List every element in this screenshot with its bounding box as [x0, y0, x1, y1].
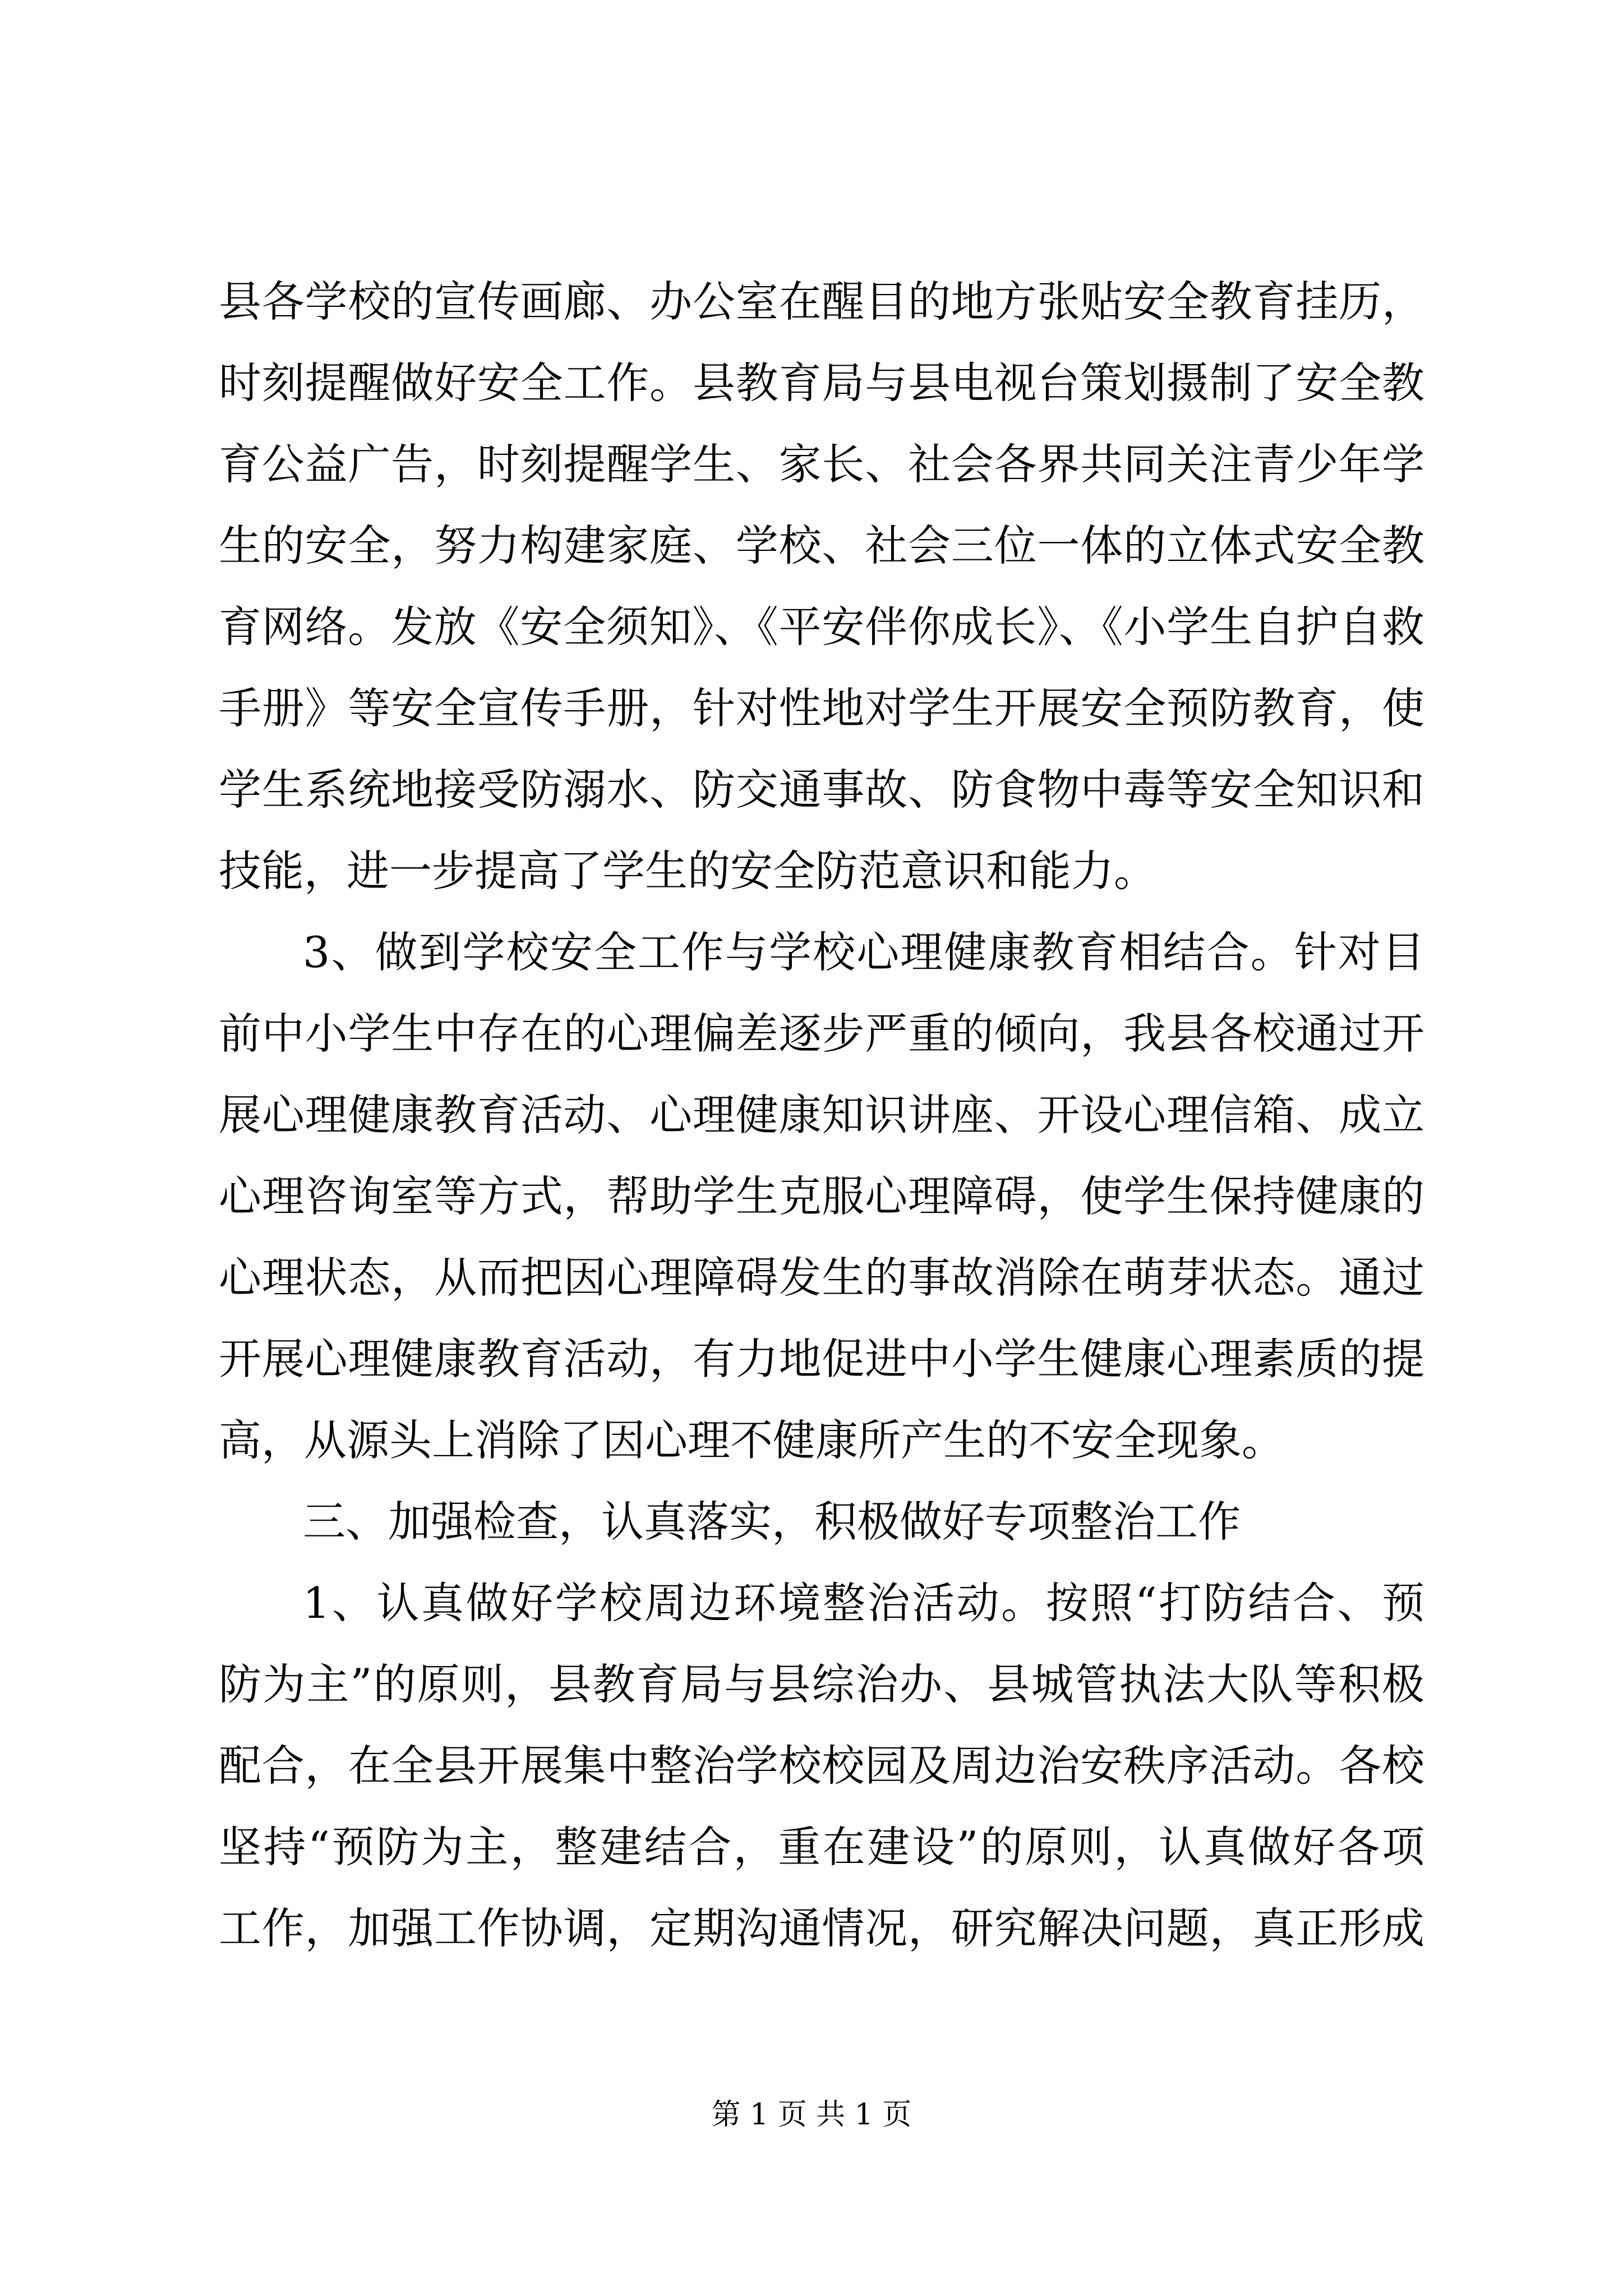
text-line: 生的安全，努力构建家庭、学校、社会三位一体的立体式安全教: [219, 521, 1424, 570]
text-line: 心理咨询室等方式，帮助学生克服心理障碍，使学生保持健康的: [219, 1171, 1424, 1221]
text-line: 展心理健康教育活动、心理健康知识讲座、开设心理信箱、成立: [219, 1090, 1424, 1140]
text-line: 技能，进一步提高了学生的安全防范意识和能力。: [219, 846, 1156, 896]
text-line: 育网络。发放《安全须知》、《平安伴你成长》、《小学生自护自救: [219, 602, 1424, 652]
paragraph-start-line: 3、做到学校安全工作与学校心理健康教育相结合。针对目: [303, 927, 1424, 977]
text-line: 学生系统地接受防溺水、防交通事故、防食物中毒等安全知识和: [219, 765, 1424, 815]
text-line: 前中小学生中存在的心理偏差逐步严重的倾向，我县各校通过开: [219, 1009, 1424, 1059]
section-heading: 三、加强检查，认真落实，积极做好专项整治工作: [303, 1497, 1241, 1547]
text-line: 时刻提醒做好安全工作。县教育局与县电视台策划摄制了安全教: [219, 358, 1424, 408]
text-line: 手册》等安全宣传手册，针对性地对学生开展安全预防教育，使: [219, 683, 1424, 733]
text-line: 高，从源头上消除了因心理不健康所产生的不安全现象。: [219, 1415, 1284, 1465]
text-line: 开展心理健康教育活动，有力地促进中小学生健康心理素质的提: [219, 1334, 1424, 1384]
text-line: 防为主”的原则，县教育局与县综治办、县城管执法大队等积极: [219, 1659, 1424, 1709]
document-body: [219, 261, 1424, 1969]
text-line: 坚持“预防为主，整建结合，重在建设”的原则，认真做好各项: [219, 1822, 1424, 1872]
page-footer: 第 1 页 共 1 页: [711, 2098, 912, 2132]
text-line: 育公益广告，时刻提醒学生、家长、社会各界共同关注青少年学: [219, 439, 1424, 489]
text-line: 配合，在全县开展集中整治学校校园及周边治安秩序活动。各校: [219, 1741, 1424, 1791]
paragraph-start-line: 1、认真做好学校周边环境整治活动。按照“打防结合、预: [303, 1578, 1424, 1628]
text-line: 县各学校的宣传画廊、办公室在醒目的地方张贴安全教育挂历，: [219, 277, 1424, 326]
text-line: 心理状态，从而把因心理障碍发生的事故消除在萌芽状态。通过: [219, 1253, 1424, 1303]
text-line: 工作，加强工作协调，定期沟通情况，研究解决问题，真正形成: [219, 1903, 1424, 1953]
